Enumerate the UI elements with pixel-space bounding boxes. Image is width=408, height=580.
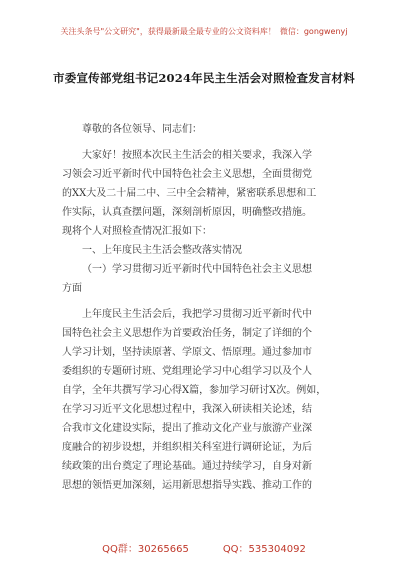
body-line: 人学习计划，坚持读原著、学原文、悟原理。通过参加市: [62, 347, 312, 358]
footer-contact: [0, 540, 408, 555]
body-line: 自学，全年共撰写学习心得X篇，参加学习研讨X次。例如，: [62, 385, 327, 396]
intro-line: 的XX大及二十届二中、三中全会精神，紧密联系思想和工: [62, 188, 317, 199]
subsection-heading: （一）学习贯彻习近平新时代中国特色社会主义思想: [82, 264, 312, 275]
salutation: 尊敬的各位领导、同志们：: [82, 124, 202, 135]
document-title: 市委宣传部党组书记2024年民主生活会对照检查发言材料: [53, 71, 355, 85]
promo-text: 关注头条号"公文研究"，获得最新最全最专业的公文资料库！: [60, 27, 276, 36]
wechat-text: 微信：gongwenyj: [279, 27, 348, 36]
qq-number-text: QQ：535304092: [222, 544, 306, 555]
header-promo-note: [0, 26, 408, 37]
section-heading: 一、上年度民主生活会整改落实情况: [82, 245, 242, 256]
intro-line: 作实际，认真查摆问题，深刻剖析原因，明确整改措施。: [62, 207, 312, 218]
body-line: 在学习习近平文化思想过程中，我深入研读相关论述，结: [62, 404, 312, 415]
body-line: 续政策的出台奠定了理论基础。通过持续学习，自身对新: [62, 461, 312, 472]
intro-line: 大家好！按照本次民主生活会的相关要求，我深入学: [82, 150, 312, 161]
intro-line: 现将个人对照检查情况汇报如下：: [62, 226, 212, 237]
body-line: 国特色社会主义思想作为首要政治任务，制定了详细的个: [62, 328, 312, 339]
body-line: 上年度民主生活会后，我把学习贯彻习近平新时代中: [82, 309, 312, 320]
subsection-heading-cont: 方面: [62, 283, 82, 294]
body-line: 委组织的专题研讨班、党组理论学习中心组学习以及个人: [62, 366, 312, 377]
intro-line: 习领会习近平新时代中国特色社会主义思想，全面贯彻党: [62, 169, 312, 180]
body-line: 合我市文化建设实际，提出了推动文化产业与旅游产业深: [62, 423, 312, 434]
qq-group-text: QQ群：30265665: [102, 544, 189, 555]
document-body: [62, 120, 354, 495]
body-line: 思想的领悟更加深刻，运用新思想指导实践、推动工作的: [62, 480, 312, 491]
body-line: 度融合的初步设想，并组织相关科室进行调研论证，为后: [62, 442, 312, 453]
